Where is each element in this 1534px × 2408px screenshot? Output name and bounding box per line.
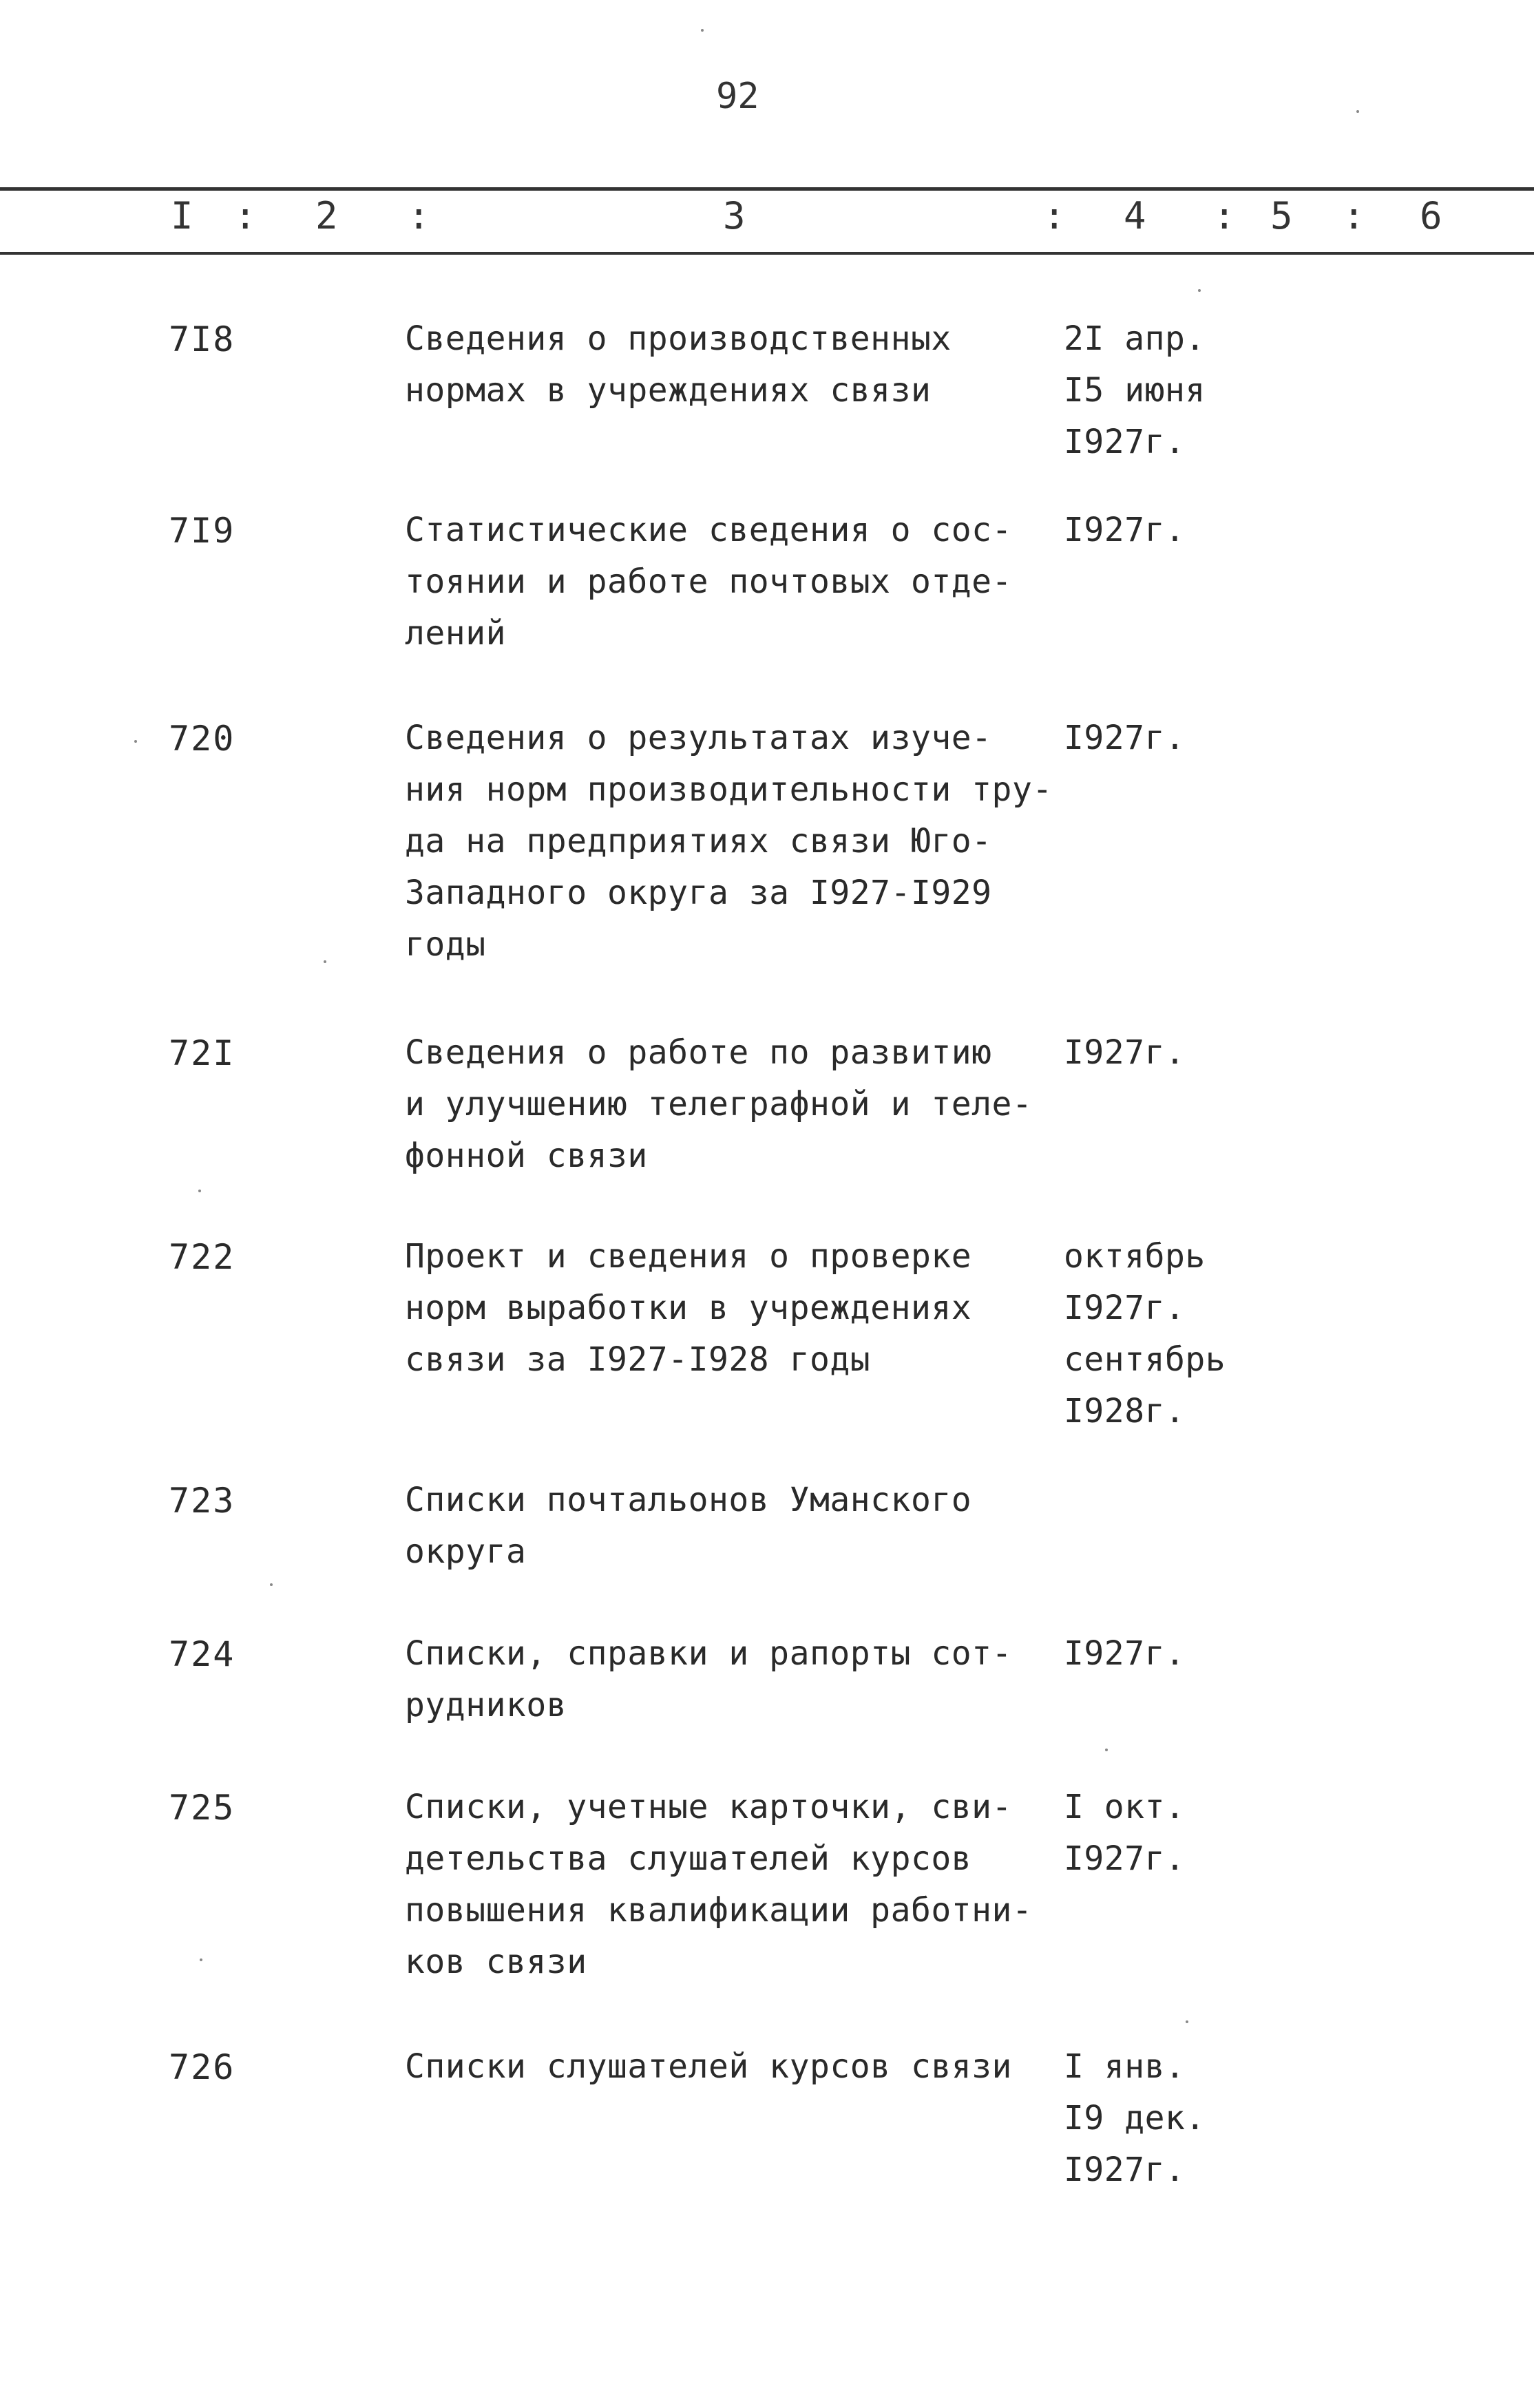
record-date-line: I927г.	[1064, 1289, 1186, 1327]
record-title-line: Сведения о производственных	[405, 319, 952, 358]
record-date-line: I9 дек.	[1064, 2099, 1206, 2137]
col-separator: :	[1213, 194, 1236, 237]
record-date-line: I927г.	[1064, 1033, 1186, 1072]
record-title-line: лений	[405, 614, 506, 653]
col-header-4: 4	[1124, 194, 1146, 237]
record-date-line: I927г.	[1064, 511, 1186, 549]
record-title-line: Списки слушателей курсов связи	[405, 2047, 1012, 2086]
record-title	[405, 313, 1066, 416]
record-title-line: связи за I927-I928 годы	[405, 1340, 871, 1379]
record-title-line: ния норм производительности тру-	[405, 770, 1053, 809]
record-title	[405, 1628, 1066, 1731]
col-header-5: 5	[1270, 194, 1293, 237]
record-title	[405, 2041, 1066, 2093]
record-title	[405, 1782, 1066, 1988]
record-title-line: Списки, учетные карточки, сви-	[405, 1788, 1012, 1826]
record-title	[405, 712, 1066, 971]
record-number: 7I8	[169, 319, 235, 359]
record-title-line: нормах в учреждениях связи	[405, 371, 932, 410]
record-date-line: I927г.	[1064, 1839, 1186, 1878]
record-number: 72I	[169, 1033, 235, 1073]
scan-speck	[324, 960, 326, 963]
record-date-line: I окт.	[1064, 1788, 1186, 1826]
record-date	[1064, 2041, 1270, 2196]
record-title-line: детельства слушателей курсов	[405, 1839, 972, 1878]
scan-speck	[701, 29, 704, 32]
record-date-line: I928г.	[1064, 1392, 1186, 1430]
col-separator: :	[1043, 194, 1066, 237]
record-number: 725	[169, 1788, 235, 1828]
record-date-line: 2I апр.	[1064, 319, 1206, 358]
record-title-line: рудников	[405, 1686, 567, 1724]
scan-speck	[200, 1958, 202, 1961]
header-bottom-rule	[0, 252, 1534, 255]
record-title-line: ков связи	[405, 1943, 587, 1981]
col-separator: :	[1343, 194, 1365, 237]
col-separator: :	[234, 194, 257, 237]
col-separator: :	[408, 194, 430, 237]
record-number: 720	[169, 719, 235, 759]
record-date	[1064, 712, 1270, 764]
record-number: 723	[169, 1481, 235, 1521]
scan-speck	[1186, 2020, 1188, 2023]
record-title-line: Списки, справки и рапорты сот-	[405, 1634, 1012, 1673]
scan-speck	[1198, 289, 1201, 292]
record-title-line: повышения квалификации работни-	[405, 1891, 1033, 1930]
record-title	[405, 505, 1066, 659]
scan-speck	[1356, 110, 1359, 113]
record-title-line: Проект и сведения о проверке	[405, 1237, 972, 1276]
record-title-line: Сведения о работе по развитию	[405, 1033, 992, 1072]
record-title-line: Статистические сведения о сос-	[405, 511, 1012, 549]
record-date	[1064, 1628, 1270, 1680]
scan-speck	[134, 740, 137, 743]
record-title-line: тоянии и работе почтовых отде-	[405, 562, 1012, 601]
record-title-line: Западного округа за I927-I929	[405, 874, 992, 912]
col-header-6: 6	[1420, 194, 1442, 237]
scan-speck	[198, 1190, 201, 1192]
record-date	[1064, 1027, 1270, 1079]
record-title	[405, 1231, 1066, 1386]
record-date-line: I927г.	[1064, 423, 1186, 461]
page-number: 92	[716, 76, 759, 117]
record-number: 7I9	[169, 511, 235, 551]
col-header-1: I	[171, 194, 193, 237]
record-date	[1064, 505, 1270, 556]
record-date-line: сентябрь	[1064, 1340, 1226, 1379]
record-number: 722	[169, 1237, 235, 1277]
record-title	[405, 1475, 1066, 1578]
scan-speck	[270, 1583, 273, 1586]
record-title-line: годы	[405, 925, 486, 964]
record-title	[405, 1027, 1066, 1182]
record-date	[1064, 1231, 1270, 1437]
record-title-line: Сведения о результатах изуче-	[405, 719, 992, 757]
record-date	[1064, 313, 1270, 468]
record-title-line: Списки почтальонов Уманского	[405, 1481, 972, 1519]
record-title-line: норм выработки в учреждениях	[405, 1289, 972, 1327]
record-date-line: I927г.	[1064, 2151, 1186, 2189]
record-title-line: фонной связи	[405, 1137, 648, 1175]
record-date-line: I янв.	[1064, 2047, 1186, 2086]
record-date-line: I5 июня	[1064, 371, 1206, 410]
record-date-line: октябрь	[1064, 1237, 1206, 1276]
record-title-line: и улучшению телеграфной и теле-	[405, 1085, 1033, 1123]
record-date	[1064, 1782, 1270, 1885]
record-number: 726	[169, 2047, 235, 2087]
col-header-3: 3	[723, 194, 746, 237]
record-number: 724	[169, 1634, 235, 1674]
scan-speck	[1105, 1749, 1108, 1751]
header-top-rule	[0, 187, 1534, 191]
record-date-line: I927г.	[1064, 1634, 1186, 1673]
record-title-line: округа	[405, 1532, 527, 1571]
col-header-2: 2	[315, 194, 338, 237]
record-date-line: I927г.	[1064, 719, 1186, 757]
record-title-line: да на предприятиях связи Юго-	[405, 822, 992, 860]
